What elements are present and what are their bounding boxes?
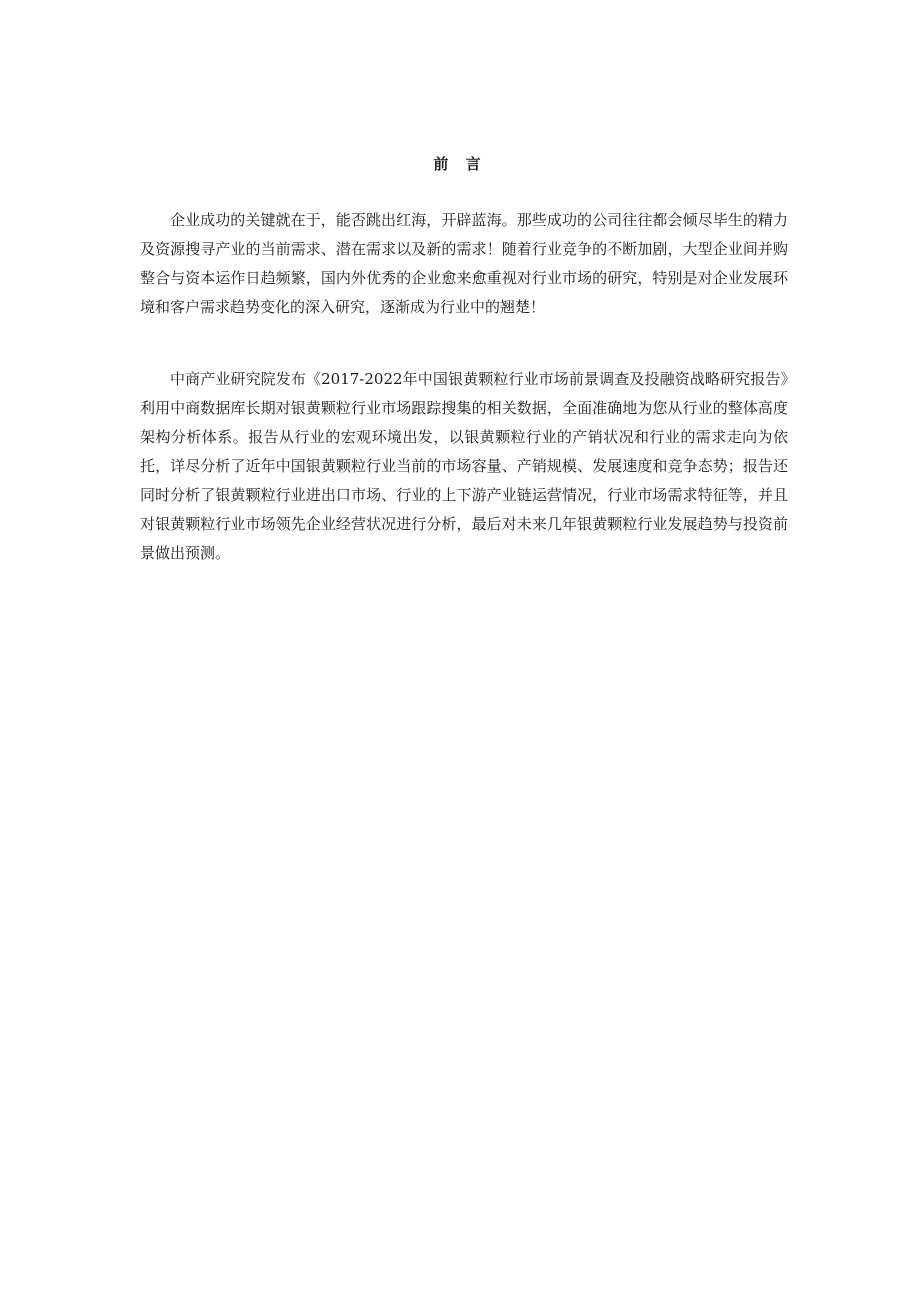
preface-paragraph-1: 企业成功的关键就在于，能否跳出红海，开辟蓝海。那些成功的公司往往都会倾尽毕生的精力及资源搜寻产业的当前需求、潜在需求以及新的需求！随着行业竞争的不断加剧，大型企业间并购整合与资本运作日趋频繁，国内外优秀的企业愈来愈重视对行业市场的研究，特别是对企业发展环境和客户需求趋势变化的深入研究，逐渐成为行业中的翘楚！: [140, 211, 788, 316]
preface-paragraph-2: 中商产业研究院发布《2017-2022年中国银黄颗粒行业市场前景调查及投融资战略研究报告》利用中商数据库长期对银黄颗粒行业市场跟踪搜集的相关数据，全面准确地为您从行业的整体高度架构分析体系。报告从行业的宏观环境出发，以银黄颗粒行业的产销状况和行业的需求走向为依托，详尽分析了近年中国银黄颗粒行业当前的市场容量、产销规模、发展速度和竞争态势；报告还同时分析了银黄颗粒行业进出口市场、行业的上下游产业链运营情况，行业市场需求特征等，并且对银黄颗粒行业市场领先企业经营状况进行分析，最后对未来几年银黄颗粒行业发展趋势与投资前景做出预测。: [140, 370, 788, 562]
page-title: 前 言: [433, 155, 487, 173]
